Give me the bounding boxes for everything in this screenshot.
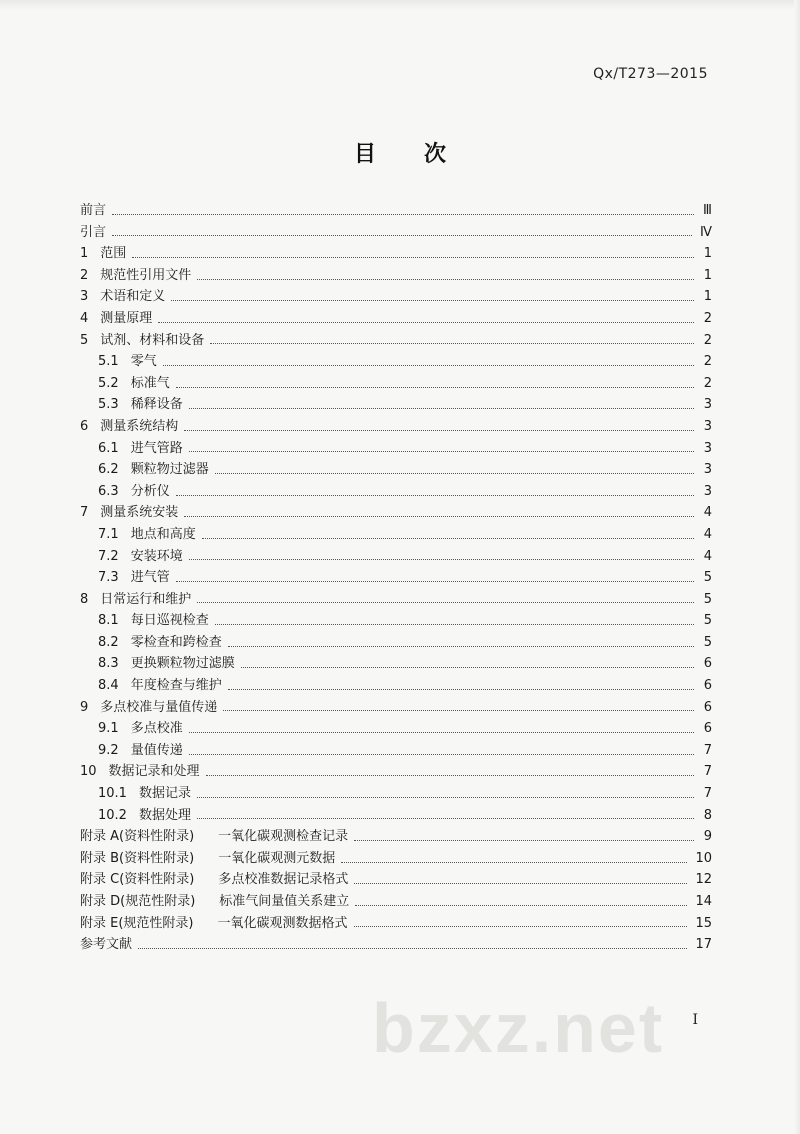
toc-entry[interactable] — [80, 869, 712, 891]
toc-entry-label — [80, 567, 170, 589]
toc-entry-text: 术语和定义 — [100, 289, 166, 305]
toc-entry-number: 10.2 — [98, 807, 127, 823]
toc-entry-page: 2 — [703, 375, 712, 391]
toc-dot-leader — [202, 537, 694, 539]
toc-entry-text: 量值传递 — [130, 742, 183, 758]
toc-entry[interactable] — [80, 848, 712, 870]
toc-entry-label — [80, 675, 222, 697]
toc-entry-page: 3 — [703, 397, 712, 413]
toc-entry-text: 零气 — [130, 354, 157, 370]
toc-entry-text: 地点和高度 — [130, 526, 196, 542]
toc-entry-page: 6 — [703, 721, 712, 737]
toc-entry-page: 6 — [703, 656, 712, 672]
toc-entry-number: 6 — [80, 418, 89, 434]
toc-entry-number: 7 — [80, 505, 89, 521]
page-edge-shadow — [0, 0, 800, 10]
toc-entry-page: 3 — [703, 483, 712, 499]
toc-entry-page: 9 — [703, 829, 712, 845]
toc-entry-number: 2 — [80, 267, 89, 283]
toc-entry-number: 8.4 — [98, 678, 119, 694]
toc-entry-label — [80, 718, 183, 740]
toc-entry[interactable] — [80, 567, 712, 589]
toc-entry-text: 数据处理 — [138, 807, 191, 823]
toc-entry-label — [80, 200, 106, 222]
toc-entry-label — [80, 740, 183, 762]
toc-title — [0, 137, 800, 168]
toc-dot-leader — [189, 450, 694, 452]
watermark: bzxz.net — [372, 989, 665, 1067]
toc-entry-page: 12 — [695, 872, 712, 888]
toc-entry-label — [80, 308, 152, 330]
toc-entry-number: 8 — [80, 591, 89, 607]
toc-entry-page: 3 — [703, 440, 712, 456]
toc-entry[interactable] — [80, 351, 712, 373]
toc-entry-number: 6.2 — [98, 462, 119, 478]
toc-dot-leader — [228, 645, 694, 647]
toc-entry-label — [80, 351, 157, 373]
toc-entry-label — [80, 632, 222, 654]
toc-entry-page: 3 — [703, 418, 712, 434]
toc-entry-text: 颗粒物过滤器 — [130, 462, 209, 478]
toc-entry-text: 多点校准 — [130, 721, 183, 737]
toc-entry[interactable] — [80, 416, 712, 438]
toc-entry-text: 数据记录 — [138, 786, 191, 802]
toc-entry-label — [80, 265, 191, 287]
toc-entry-text: 测量系统结构 — [100, 418, 179, 434]
toc-entry-page: Ⅲ — [703, 203, 712, 218]
toc-entry-text: 引言 — [80, 224, 107, 240]
toc-entry-page: 4 — [703, 548, 712, 564]
toc-entry[interactable] — [80, 718, 712, 740]
toc-entry-number: 5.1 — [98, 354, 119, 370]
toc-entry[interactable] — [80, 330, 712, 352]
toc-entry-label — [80, 653, 235, 675]
toc-entry-number: 7.3 — [98, 570, 119, 586]
toc-entry-label — [80, 243, 126, 265]
toc-entry-text: 范围 — [100, 246, 127, 262]
toc-entry-label — [80, 524, 196, 546]
toc-entry-page: 6 — [703, 699, 712, 715]
toc-entry-number: 9 — [80, 699, 89, 715]
toc-entry[interactable] — [80, 524, 712, 546]
toc-entry-number: 6.1 — [98, 440, 119, 456]
toc-dot-leader — [112, 234, 692, 236]
toc-entry-number: 附录 D(规范性附录) — [80, 894, 196, 909]
toc-dot-leader — [241, 666, 694, 668]
toc-entry-number: 8.3 — [98, 656, 119, 672]
toc-entry-number: 5 — [80, 332, 89, 348]
toc-entry-text: 试剂、材料和设备 — [100, 332, 205, 348]
toc-entry-number: 3 — [80, 289, 89, 305]
toc-entry-label — [80, 697, 217, 719]
toc-dot-leader — [354, 882, 687, 884]
toc-dot-leader — [197, 601, 694, 603]
toc-entry-page: 10 — [695, 850, 712, 866]
toc-entry[interactable] — [80, 761, 712, 783]
toc-dot-leader — [158, 321, 694, 323]
toc-entry[interactable] — [80, 610, 712, 632]
toc-entry[interactable] — [80, 373, 712, 395]
toc-entry-text: 数据记录和处理 — [108, 764, 200, 780]
toc-dot-leader — [176, 580, 694, 582]
toc-entry-text: 进气管路 — [130, 440, 183, 456]
toc-entry-page: 2 — [703, 310, 712, 326]
toc-title-part1: 目 — [353, 142, 376, 167]
toc-entry[interactable] — [80, 589, 712, 611]
toc-entry[interactable] — [80, 243, 712, 265]
toc-entry-number: 附录 B(资料性附录) — [80, 850, 195, 866]
toc-entry-number: 5.3 — [98, 397, 119, 413]
toc-dot-leader — [215, 472, 694, 474]
toc-entry-number: 7.2 — [98, 548, 119, 564]
toc-entry-page: 17 — [695, 937, 712, 953]
toc-entry[interactable] — [80, 653, 712, 675]
toc-entry[interactable] — [80, 265, 712, 287]
toc-entry-label — [80, 222, 106, 244]
toc-entry-label — [80, 481, 170, 503]
toc-entry-number: 9.1 — [98, 721, 119, 737]
page-edge-shadow-right — [794, 0, 800, 1134]
toc-entry-number: 1 — [80, 246, 89, 262]
toc-entry[interactable] — [80, 826, 712, 848]
toc-entry-number: 9.2 — [98, 742, 119, 758]
toc-entry[interactable] — [80, 438, 712, 460]
toc-entry[interactable] — [80, 675, 712, 697]
toc-entry[interactable] — [80, 222, 712, 244]
toc-entry-number: 4 — [80, 310, 89, 326]
toc-dot-leader — [197, 817, 694, 819]
toc-entry-text: 一氧化碳观测数据格式 — [217, 915, 348, 931]
toc-entry-number: 10 — [80, 764, 97, 780]
toc-entry[interactable] — [80, 913, 712, 935]
toc-entry-page: 14 — [695, 894, 712, 909]
toc-dot-leader — [189, 731, 694, 733]
toc-entry-text: 安装环境 — [130, 548, 183, 564]
toc-entry-text: 标准气间量值关系建立 — [219, 894, 350, 909]
toc-entry-label — [80, 934, 132, 956]
toc-entry-label — [80, 546, 183, 568]
toc-entry-page: 5 — [703, 570, 712, 586]
toc-entry-number: 附录 E(规范性附录) — [80, 915, 194, 931]
toc-entry-text: 多点校准与量值传递 — [100, 699, 218, 715]
toc-entry-number: 6.3 — [98, 483, 119, 499]
toc-dot-leader — [223, 709, 694, 711]
toc-entry-page: 5 — [703, 591, 712, 607]
toc-entry-number: 5.2 — [98, 375, 119, 391]
toc-entry-text: 分析仪 — [130, 483, 170, 499]
toc-entry[interactable] — [80, 502, 712, 524]
toc-entry-page: 1 — [703, 267, 712, 283]
toc-entry-text: 规范性引用文件 — [100, 267, 192, 283]
toc-dot-leader — [228, 688, 694, 690]
toc-entry[interactable] — [80, 632, 712, 654]
toc-entry-text: 一氧化碳观测检查记录 — [218, 829, 349, 845]
toc-entry-label — [80, 761, 200, 783]
toc-entry-number: 8.2 — [98, 634, 119, 650]
toc-entry[interactable] — [80, 459, 712, 481]
toc-entry-page: 7 — [703, 742, 712, 758]
toc-entry-label — [80, 373, 170, 395]
toc-entry[interactable] — [80, 697, 712, 719]
toc-dot-leader — [355, 904, 687, 906]
toc-dot-leader — [184, 515, 694, 517]
toc-entry[interactable] — [80, 783, 712, 805]
toc-dot-leader — [206, 774, 694, 776]
toc-entry-label — [80, 848, 335, 870]
toc-entry-page: Ⅳ — [700, 224, 712, 240]
toc-dot-leader — [138, 947, 687, 949]
toc-entry[interactable] — [80, 934, 712, 956]
toc-entry-label — [80, 805, 191, 827]
toc-entry-text: 零检查和跨检查 — [130, 634, 222, 650]
toc-dot-leader — [184, 429, 694, 431]
toc-dot-leader — [189, 407, 694, 409]
toc-entry-page: 7 — [703, 786, 712, 802]
toc-entry-text: 参考文献 — [80, 937, 133, 953]
toc-entry-page: 8 — [703, 807, 712, 823]
toc-entry[interactable] — [80, 546, 712, 568]
toc-entry-text: 每日巡视检查 — [130, 613, 209, 629]
toc-entry-label — [80, 589, 191, 611]
toc-entry[interactable] — [80, 891, 712, 913]
toc-entry-text: 日常运行和维护 — [100, 591, 192, 607]
toc-dot-leader — [354, 839, 694, 841]
toc-entry-label — [80, 416, 178, 438]
toc-entry-label — [80, 438, 183, 460]
toc-entry-page: 6 — [703, 678, 712, 694]
toc-entry[interactable] — [80, 286, 712, 308]
toc-entry-page: 5 — [703, 634, 712, 650]
toc-entry-text: 更换颗粒物过滤膜 — [130, 656, 235, 672]
toc-entry-label — [80, 459, 209, 481]
toc-entry-text: 测量系统安装 — [100, 505, 179, 521]
table-of-contents — [80, 200, 712, 956]
toc-dot-leader — [176, 386, 694, 388]
toc-entry-text: 进气管 — [130, 570, 170, 586]
toc-dot-leader — [163, 364, 694, 366]
toc-entry-label — [80, 913, 348, 935]
toc-dot-leader — [176, 494, 694, 496]
toc-entry[interactable] — [80, 200, 712, 222]
toc-entry-number: 7.1 — [98, 526, 119, 542]
toc-entry-label — [80, 286, 165, 308]
toc-dot-leader — [215, 623, 694, 625]
toc-entry-page: 1 — [703, 246, 712, 262]
toc-entry-label — [80, 783, 191, 805]
toc-entry[interactable] — [80, 394, 712, 416]
toc-dot-leader — [210, 342, 694, 344]
page-number: I — [692, 1012, 698, 1028]
toc-entry-text: 多点校准数据记录格式 — [218, 872, 349, 888]
toc-entry-label — [80, 394, 183, 416]
toc-entry-text: 标准气 — [130, 375, 170, 391]
toc-entry[interactable] — [80, 308, 712, 330]
toc-entry-page: 1 — [703, 289, 712, 305]
toc-entry-page: 4 — [703, 505, 712, 521]
toc-entry-text: 稀释设备 — [130, 397, 183, 413]
toc-entry-page: 3 — [703, 462, 712, 478]
toc-entry-number: 附录 A(资料性附录) — [80, 829, 195, 845]
toc-entry-number: 8.1 — [98, 613, 119, 629]
toc-entry[interactable] — [80, 481, 712, 503]
toc-dot-leader — [197, 796, 694, 798]
toc-entry-text: 年度检查与维护 — [130, 678, 222, 694]
toc-entry-number: 附录 C(资料性附录) — [80, 872, 195, 888]
toc-dot-leader — [197, 278, 694, 280]
toc-entry-page: 5 — [703, 613, 712, 629]
toc-dot-leader — [112, 213, 694, 215]
toc-title-part2: 次 — [424, 142, 447, 167]
toc-entry[interactable] — [80, 805, 712, 827]
toc-entry-page: 7 — [703, 764, 712, 780]
toc-dot-leader — [189, 558, 694, 560]
toc-dot-leader — [354, 925, 688, 927]
toc-dot-leader — [171, 299, 694, 301]
toc-entry-label — [80, 826, 348, 848]
toc-entry-label — [80, 610, 209, 632]
toc-entry-text: 测量原理 — [100, 310, 153, 326]
toc-entry-label — [80, 502, 178, 524]
toc-entry-text: 前言 — [80, 203, 107, 218]
toc-dot-leader — [189, 753, 694, 755]
toc-entry-page: 4 — [703, 526, 712, 542]
document-code: Qx/T273—2015 — [593, 66, 708, 82]
toc-entry-label — [80, 891, 349, 913]
toc-entry-text: 一氧化碳观测元数据 — [218, 850, 336, 866]
toc-entry-page: 15 — [695, 915, 712, 931]
toc-entry-number: 10.1 — [98, 786, 127, 802]
toc-entry-page: 2 — [703, 354, 712, 370]
toc-entry-label — [80, 330, 204, 352]
toc-entry-label — [80, 869, 348, 891]
toc-dot-leader — [341, 861, 687, 863]
toc-entry-page: 2 — [703, 332, 712, 348]
toc-dot-leader — [132, 256, 694, 258]
toc-entry[interactable] — [80, 740, 712, 762]
